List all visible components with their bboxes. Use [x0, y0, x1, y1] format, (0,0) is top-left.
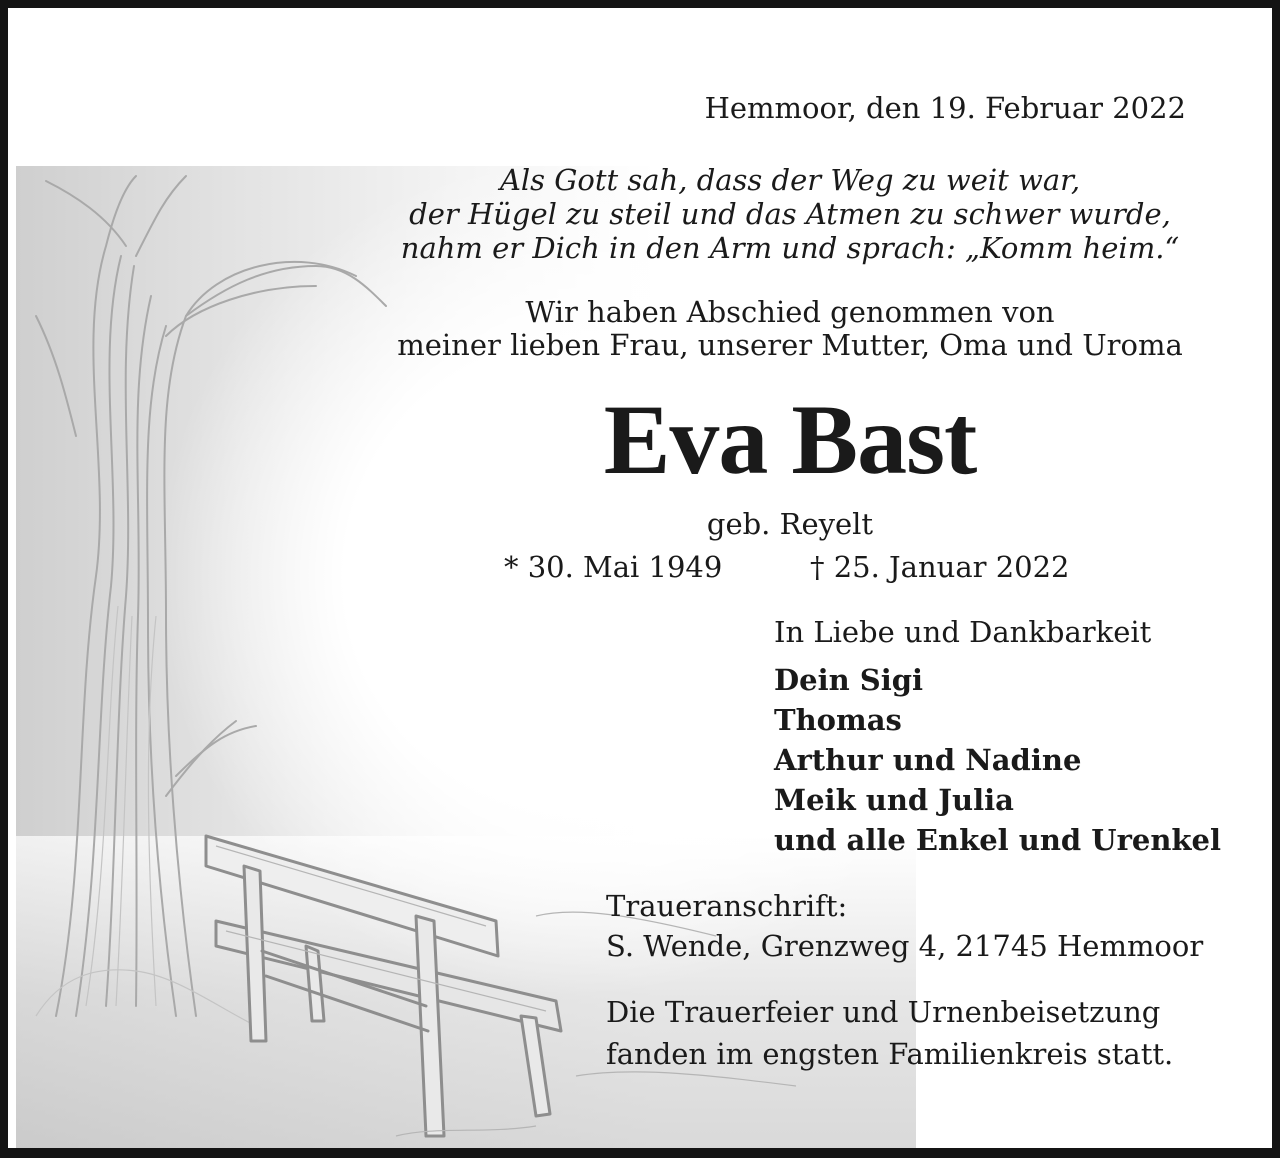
mourners-intro: In Liebe und Dankbarkeit [774, 615, 1152, 649]
intro-line: Wir haben Abschied genommen von [525, 295, 1055, 329]
mourner-name: Arthur und Nadine [774, 743, 1082, 777]
address-label: Traueranschrift: [606, 889, 848, 923]
deceased-name: Eva Bast [603, 384, 977, 495]
closing-line: Die Trauerfeier und Urnenbeisetzung [606, 995, 1161, 1029]
poem-line: nahm er Dich in den Arm und sprach: „Komm heim.“ [400, 231, 1180, 265]
address-value: S. Wende, Grenzweg 4, 21745 Hemmoor [606, 929, 1204, 963]
life-dates [498, 551, 1098, 585]
intro-line: meiner lieben Frau, unserer Mutter, Oma und Uroma [397, 328, 1183, 362]
mourner-name: und alle Enkel und Urenkel [774, 823, 1221, 857]
place-date: Hemmoor, den 19. Februar 2022 [704, 91, 1186, 125]
mourners-list [774, 660, 1221, 860]
poem-line: Als Gott sah, dass der Weg zu weit war, [499, 163, 1081, 197]
birth-name: geb. Reyelt [706, 507, 874, 541]
mourner-name: Meik und Julia [774, 783, 1014, 817]
birth-date: * 30. Mai 1949 [504, 550, 723, 584]
death-date: † 25. Januar 2022 [810, 550, 1070, 584]
poem-line: der Hügel zu steil und das Atmen zu schwer wurde, [409, 197, 1171, 231]
mourner-name: Thomas [774, 703, 902, 737]
mourner-name: Dein Sigi [774, 663, 924, 697]
closing-line: fanden im engsten Familienkreis statt. [606, 1037, 1174, 1071]
